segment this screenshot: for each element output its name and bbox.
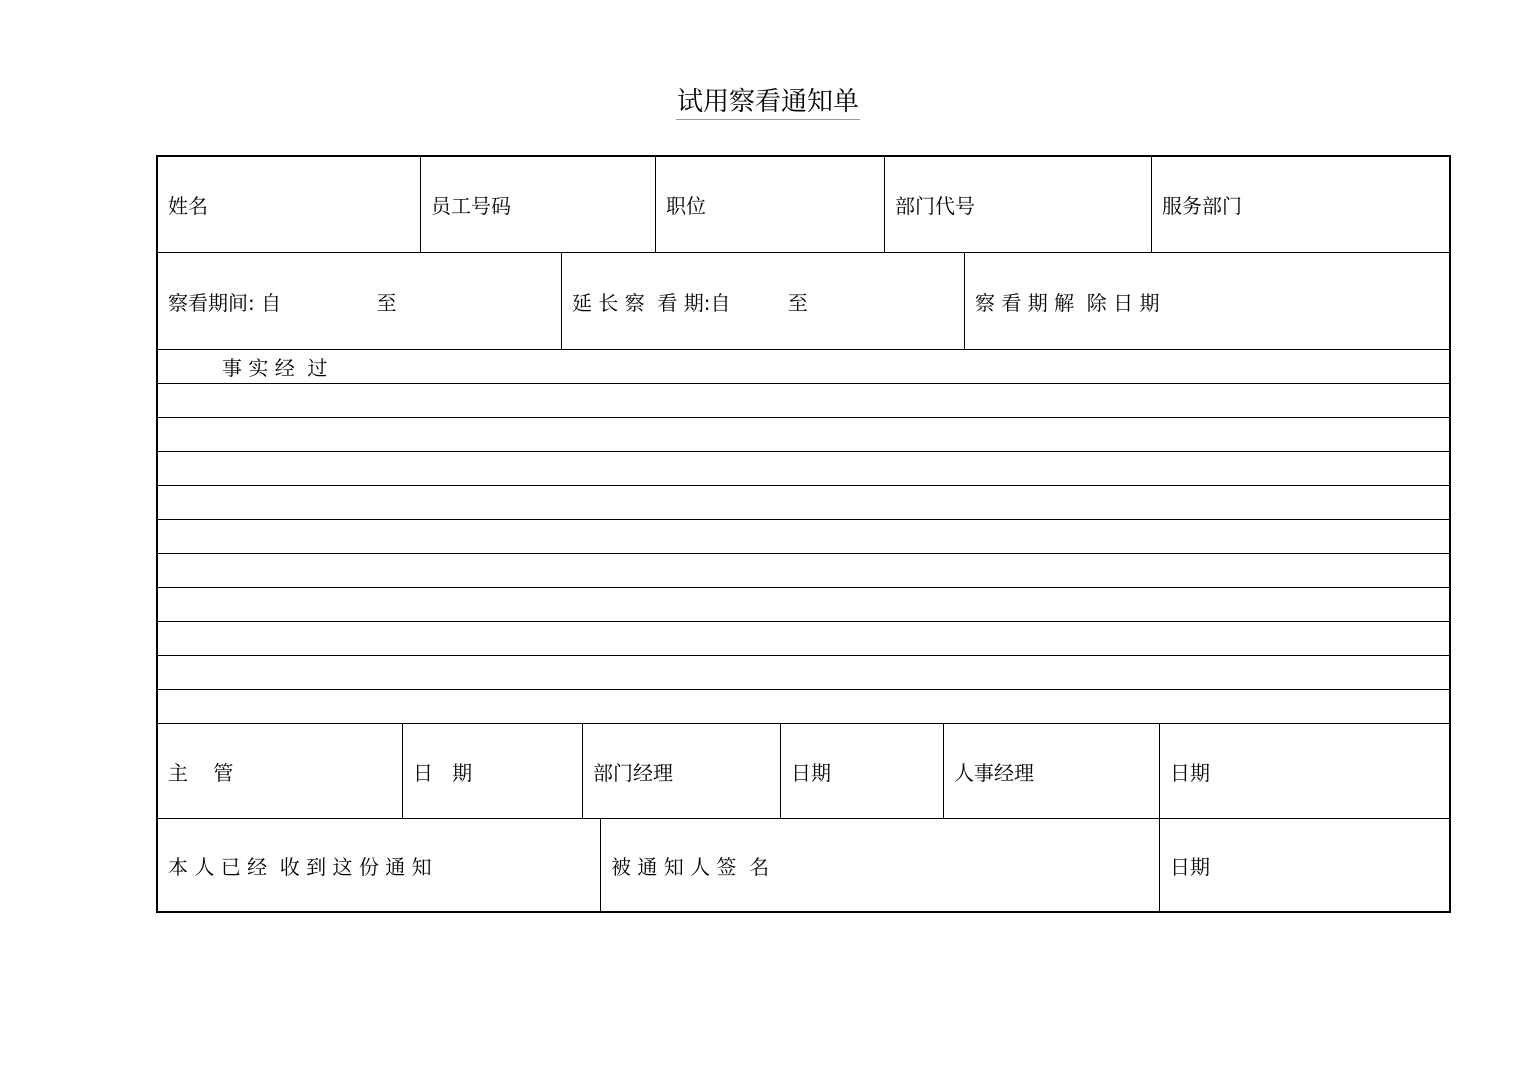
supervisor-label: 主 管 — [168, 760, 234, 785]
probation-period-label: 察看期间: 自 至 — [168, 290, 397, 315]
supervisor-date-field[interactable] — [403, 724, 583, 818]
dept-manager-date-field[interactable] — [781, 724, 944, 818]
name-label: 姓名 — [168, 194, 208, 218]
signature-label: 被 通 知 人 签 名 — [611, 854, 770, 879]
supervisor-field[interactable] — [158, 724, 403, 818]
probation-notice-form — [156, 155, 1451, 913]
facts-line[interactable] — [158, 656, 1449, 690]
received-notice-label: 本 人 已 经 收 到 这 份 通 知 — [168, 854, 432, 879]
facts-line[interactable] — [158, 452, 1449, 486]
period-row — [158, 253, 1449, 350]
position-label: 职位 — [666, 194, 706, 218]
employee-no-field[interactable] — [421, 157, 656, 252]
service-dept-label: 服务部门 — [1162, 194, 1242, 218]
probation-period-field[interactable] — [158, 253, 562, 349]
facts-line[interactable] — [158, 384, 1449, 418]
facts-line[interactable] — [158, 418, 1449, 452]
dept-code-field[interactable] — [885, 157, 1152, 252]
ack-date-field[interactable] — [1160, 819, 1449, 911]
dept-manager-label: 部门经理 — [593, 760, 673, 785]
facts-line[interactable] — [158, 690, 1449, 724]
approval-row — [158, 724, 1449, 819]
release-date-label: 察 看 期 解 除 日 期 — [975, 290, 1160, 315]
extended-period-field[interactable] — [562, 253, 965, 349]
ack-date-label: 日期 — [1170, 854, 1210, 879]
hr-manager-date-label: 日期 — [1170, 760, 1210, 785]
document-title-text: 试用察看通知单 — [676, 85, 860, 120]
facts-header-row — [158, 350, 1449, 384]
hr-manager-label: 人事经理 — [954, 760, 1034, 785]
signature-field[interactable] — [601, 819, 1160, 911]
document-title — [0, 82, 1536, 122]
hr-manager-date-field[interactable] — [1160, 724, 1449, 818]
facts-line[interactable] — [158, 554, 1449, 588]
facts-line[interactable] — [158, 520, 1449, 554]
employee-info-row — [158, 157, 1449, 253]
service-dept-field[interactable] — [1152, 157, 1449, 252]
facts-line[interactable] — [158, 486, 1449, 520]
dept-manager-field[interactable] — [583, 724, 781, 818]
received-notice-field[interactable] — [158, 819, 601, 911]
facts-line[interactable] — [158, 622, 1449, 656]
employee-no-label: 员工号码 — [431, 194, 511, 218]
name-field[interactable] — [158, 157, 421, 252]
supervisor-date-label: 日 期 — [413, 760, 473, 785]
hr-manager-field[interactable] — [944, 724, 1160, 818]
acknowledgement-row — [158, 819, 1449, 911]
facts-label: 事 实 经 过 — [222, 356, 328, 380]
position-field[interactable] — [656, 157, 885, 252]
dept-code-label: 部门代号 — [895, 194, 975, 218]
facts-line[interactable] — [158, 588, 1449, 622]
extended-period-label: 延 长 察 看 期:自 至 — [572, 290, 808, 315]
dept-manager-date-label: 日期 — [791, 760, 831, 785]
release-date-field[interactable] — [965, 253, 1449, 349]
